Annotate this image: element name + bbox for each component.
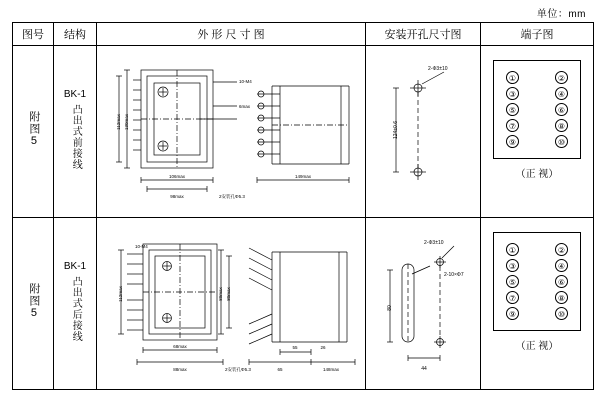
terminal-row <box>494 119 580 132</box>
dim-unlabeled-1: 6max <box>239 104 251 109</box>
fig-no-cell-2 <box>13 218 54 390</box>
dim-98max: 98max <box>170 194 184 199</box>
table-row <box>13 218 594 390</box>
dim2-148max: 148max <box>322 367 340 372</box>
terminal-8: ⑧ <box>555 119 568 132</box>
dim2-65: 65 <box>277 367 283 372</box>
front-view-label-2: （正 视） <box>515 341 559 352</box>
terminal-2: ② <box>555 243 568 256</box>
terminal-row <box>494 291 580 304</box>
dim2-10-M4: 10-M4 <box>135 244 148 249</box>
dim2-26: 26 <box>320 345 326 350</box>
outline-drawing-cell-1 <box>97 46 366 218</box>
terminal-3: ③ <box>506 87 519 100</box>
dim-124: 124±0.6 <box>393 120 399 140</box>
terminal-3: ③ <box>506 259 519 272</box>
dim2-2-10x7: 2-10×Φ7 <box>444 272 464 278</box>
dim-10-M4: 10-M4 <box>239 79 252 84</box>
terminal-1: ① <box>506 71 519 84</box>
terminal-cell-2 <box>481 218 594 390</box>
outline-drawing-cell-2 <box>97 218 366 390</box>
dim2-80max: 80max <box>226 287 231 301</box>
dim2-89max: 89max <box>218 287 223 301</box>
terminal-4: ④ <box>555 87 568 100</box>
terminal-8: ⑧ <box>555 291 568 304</box>
terminal-row <box>494 71 580 84</box>
terminal-6: ⑥ <box>555 103 568 116</box>
structure-label-2: 凸出式后接线 <box>70 275 82 342</box>
dim2-2-phi3: 2-Φ3±10 <box>424 240 444 246</box>
terminal-diagram-2 <box>481 218 593 389</box>
terminal-9: ⑨ <box>506 307 519 320</box>
header-structure: 结构 <box>54 23 97 46</box>
terminal-2: ② <box>555 71 568 84</box>
fig-no-cell-1 <box>13 46 54 218</box>
dim2-mount-hole: 2安装孔Φ5.3 <box>225 367 251 372</box>
dim-130max: 130max <box>124 113 129 131</box>
terminal-row <box>494 103 580 116</box>
dim-2-phi3: 2-Φ3±10 <box>428 66 448 72</box>
terminal-row <box>494 135 580 148</box>
model-label-2: BK-1 <box>63 260 87 272</box>
terminal-6: ⑥ <box>555 275 568 288</box>
terminal-10: ⑩ <box>555 135 568 148</box>
terminal-row <box>494 243 580 256</box>
dim2-88max: 88max <box>173 367 187 372</box>
front-view-label-1: （正 视） <box>515 169 559 180</box>
terminal-7: ⑦ <box>506 291 519 304</box>
fig-no-label-2: 附图5 <box>27 282 40 320</box>
structure-cell-1 <box>54 46 97 218</box>
dim2-112max: 112max <box>118 286 123 302</box>
terminal-cell-1 <box>481 46 594 218</box>
dim-106max: 106max <box>168 174 186 179</box>
terminal-row <box>494 87 580 100</box>
terminal-row <box>494 259 580 272</box>
terminal-box-1 <box>493 60 581 159</box>
header-mounting: 安装开孔尺寸图 <box>366 23 481 46</box>
terminal-box-2 <box>493 232 581 331</box>
dim2-55: 55 <box>292 345 298 350</box>
terminal-diagram-1 <box>481 46 593 217</box>
table-header-row <box>13 23 594 46</box>
spec-table <box>12 22 594 390</box>
structure-label-1: 凸出式前接线 <box>70 103 82 170</box>
terminal-5: ⑤ <box>506 275 519 288</box>
terminal-4: ④ <box>555 259 568 272</box>
dim-mount-hole: 2安装孔Φ5.3 <box>219 194 245 199</box>
header-terminal: 端子图 <box>481 23 594 46</box>
terminal-1: ① <box>506 243 519 256</box>
terminal-10: ⑩ <box>555 307 568 320</box>
terminal-7: ⑦ <box>506 119 519 132</box>
model-label-1: BK-1 <box>63 88 87 100</box>
outline-drawing-1 <box>97 46 365 217</box>
dim2-44: 44 <box>421 366 427 372</box>
header-fig-no: 图号 <box>13 23 54 46</box>
mounting-drawing-1 <box>366 46 480 217</box>
dim2-80: 80 <box>387 305 393 311</box>
terminal-row <box>494 307 580 320</box>
header-outline: 外 形 尺 寸 图 <box>97 23 366 46</box>
structure-cell-2 <box>54 218 97 390</box>
table-row <box>13 46 594 218</box>
dim-112max: 112max <box>116 114 121 130</box>
mounting-drawing-2 <box>366 218 480 389</box>
dim-149max: 149max <box>294 174 312 179</box>
terminal-row <box>494 275 580 288</box>
terminal-9: ⑨ <box>506 135 519 148</box>
terminal-5: ⑤ <box>506 103 519 116</box>
unit-note: 单位：mm <box>536 9 586 20</box>
mounting-drawing-cell-2 <box>366 218 481 390</box>
mounting-drawing-cell-1 <box>366 46 481 218</box>
dim2-68max: 68max <box>173 344 187 349</box>
fig-no-label-1: 附图5 <box>27 110 40 148</box>
outline-drawing-2 <box>97 218 365 389</box>
